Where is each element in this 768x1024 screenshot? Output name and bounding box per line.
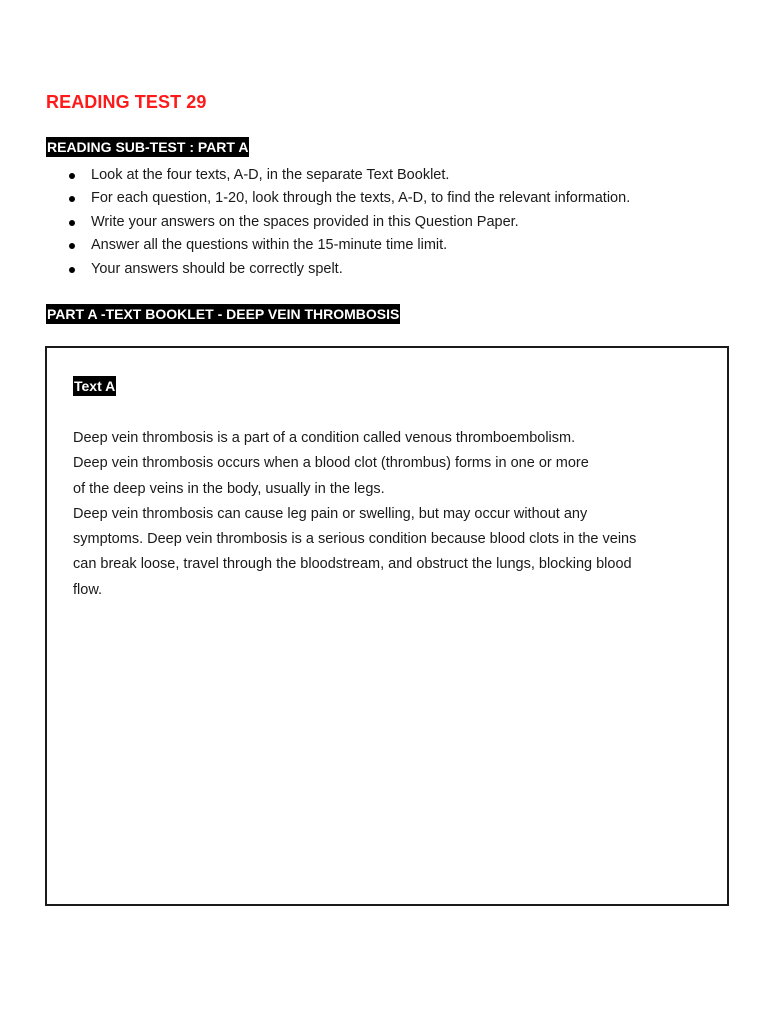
instruction-text: Write your answers on the spaces provided in this Question Paper. (91, 213, 519, 230)
instruction-text: Answer all the questions within the 15-minute time limit. (91, 237, 448, 254)
bullet-icon (69, 267, 75, 273)
bullet-icon (69, 196, 75, 202)
list-item (66, 234, 630, 257)
text-label: Text A (74, 378, 116, 394)
passage (73, 426, 713, 603)
instruction-text: For each question, 1-20, look through the texts, A-D, to find the relevant information. (91, 190, 631, 207)
list-item (66, 211, 630, 234)
bullet-icon (69, 173, 75, 179)
passage-line: can break loose, travel through the bloodstream, and obstruct the lungs, blocking blood (73, 556, 632, 573)
text-booklet-heading: PART A -TEXT BOOKLET - DEEP VEIN THROMBOSIS (47, 306, 400, 322)
passage-line: Deep vein thrombosis occurs when a blood clot (thrombus) forms in one or more (73, 455, 589, 472)
passage-line: of the deep veins in the body, usually in the legs. (73, 480, 385, 497)
passage-line: flow. (73, 581, 103, 598)
list-item (66, 164, 630, 187)
instruction-text: Look at the four texts, A-D, in the separate Text Booklet. (91, 167, 450, 183)
bullet-icon (69, 220, 75, 226)
page-title: READING TEST 29 (46, 92, 207, 112)
list-item (66, 187, 630, 210)
passage-line: symptoms. Deep vein thrombosis is a serious condition because blood clots in the veins (73, 531, 637, 548)
text-a-box (45, 346, 729, 906)
list-item (66, 258, 630, 281)
subtest-heading: READING SUB-TEST : PART A (47, 139, 249, 155)
passage-line: Deep vein thrombosis is a part of a condition called venous thromboembolism. (73, 430, 576, 446)
instruction-text: Your answers should be correctly spelt. (91, 260, 343, 277)
passage-line: Deep vein thrombosis can cause leg pain or swelling, but may occur without any (73, 505, 588, 522)
instructions-list (66, 164, 630, 281)
bullet-icon (69, 243, 75, 249)
